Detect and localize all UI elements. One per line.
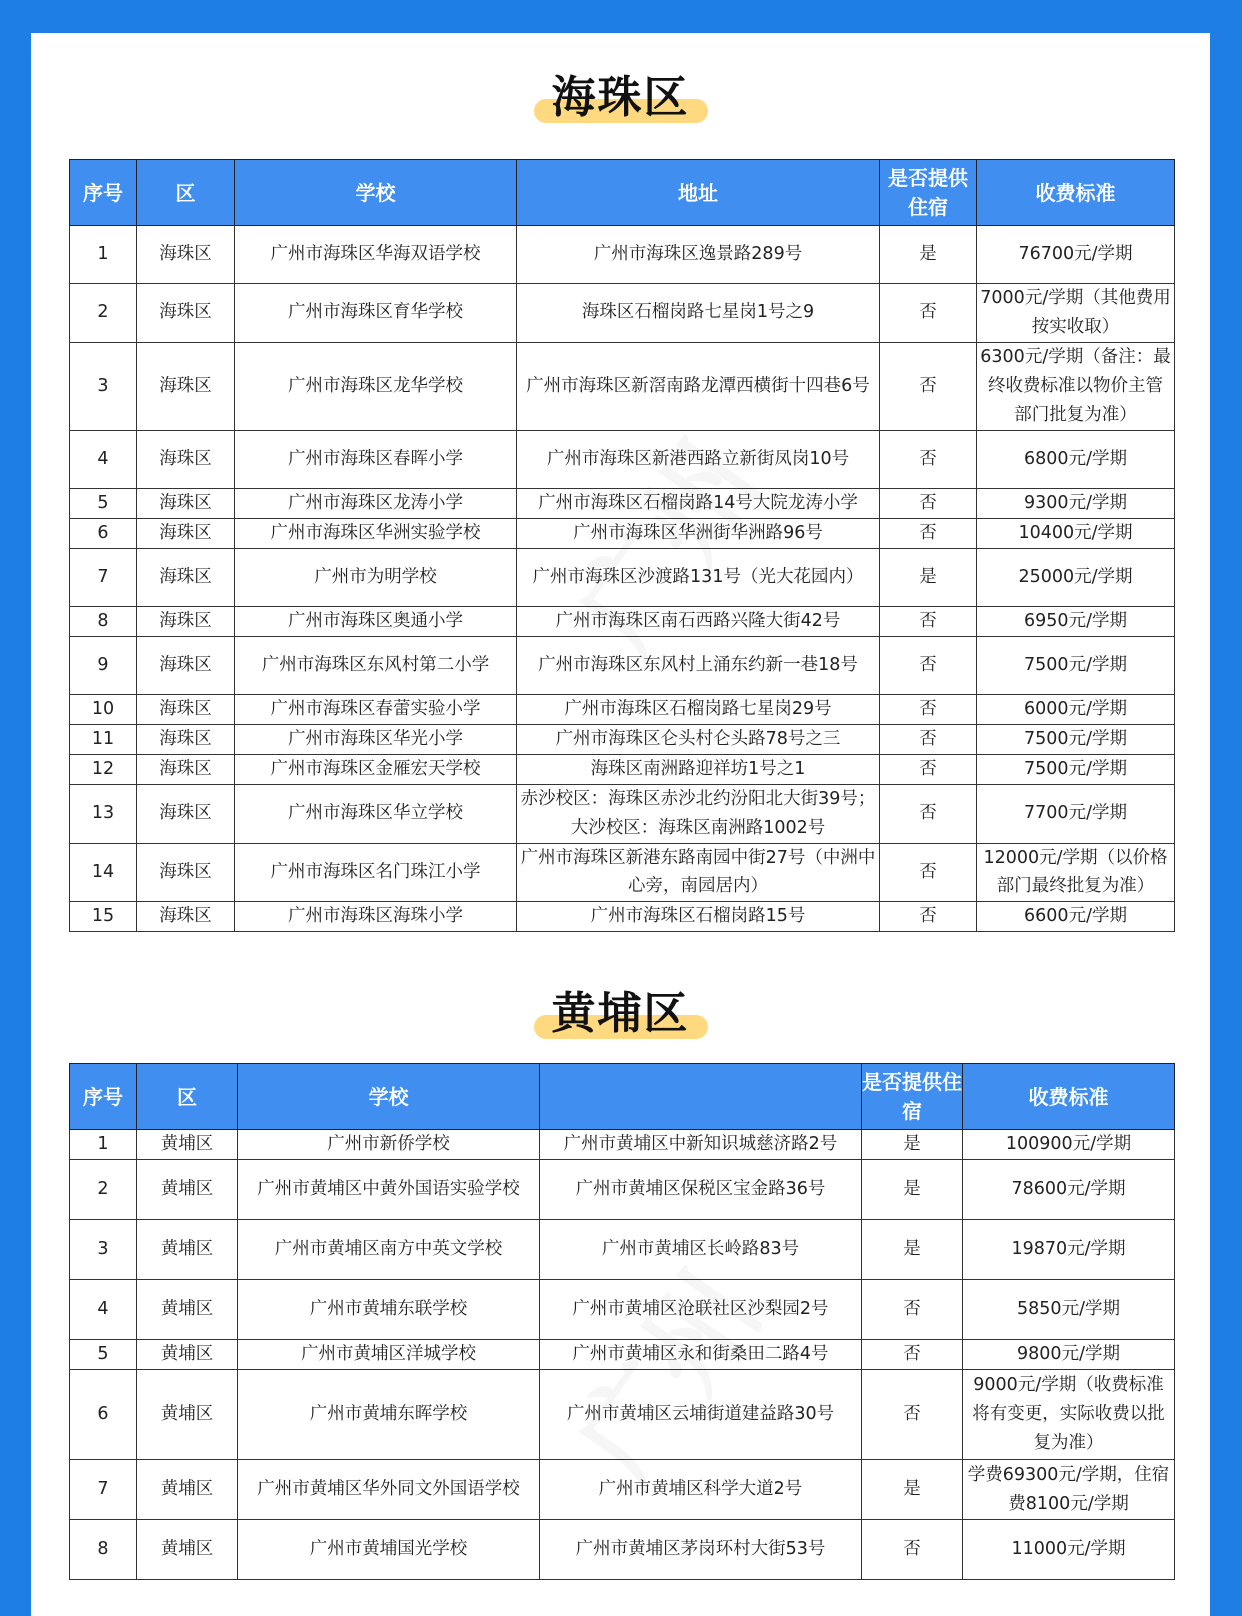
- row-number: 15: [70, 902, 137, 932]
- fee-cell: 7500元/学期: [977, 754, 1175, 784]
- school-cell: 广州市海珠区奥通小学: [235, 606, 517, 636]
- table-row: [70, 226, 1175, 284]
- address-cell: 广州市黄埔区永和街桑田二路4号: [540, 1340, 862, 1370]
- boarding-cell: 否: [880, 902, 977, 932]
- row-number: 3: [70, 1220, 137, 1280]
- row-number: 6: [70, 1370, 137, 1460]
- fee-cell: 19870元/学期: [963, 1220, 1175, 1280]
- address-cell: 广州市海珠区石榴岗路14号大院龙涛小学: [517, 488, 880, 518]
- table-row: [70, 724, 1175, 754]
- fee-cell: 学费69300元/学期，住宿费8100元/学期: [963, 1460, 1175, 1520]
- address-cell: 广州市海珠区石榴岗路七星岗29号: [517, 694, 880, 724]
- row-number: 2: [70, 1160, 137, 1220]
- header-fee: 收费标准: [963, 1064, 1175, 1130]
- boarding-cell: 否: [880, 694, 977, 724]
- fee-cell: 6950元/学期: [977, 606, 1175, 636]
- school-cell: 广州市黄埔国光学校: [238, 1520, 540, 1580]
- row-number: 3: [70, 342, 137, 430]
- district-cell: 黄埔区: [137, 1520, 238, 1580]
- school-cell: 广州市海珠区名门珠江小学: [235, 843, 517, 902]
- fee-cell: 6800元/学期: [977, 430, 1175, 488]
- address-cell: 赤沙校区：海珠区赤沙北约汾阳北大街39号；大沙校区：海珠区南洲路1002号: [517, 784, 880, 843]
- address-cell: 广州市海珠区新港西路立新街凤岗10号: [517, 430, 880, 488]
- boarding-cell: 是: [880, 226, 977, 284]
- boarding-cell: 否: [880, 843, 977, 902]
- school-cell: 广州市黄埔东晖学校: [238, 1370, 540, 1460]
- row-number: 13: [70, 784, 137, 843]
- fee-cell: 7000元/学期（其他费用按实收取）: [977, 284, 1175, 343]
- boarding-cell: 否: [862, 1370, 963, 1460]
- district-cell: 海珠区: [137, 636, 235, 694]
- district-cell: 海珠区: [137, 754, 235, 784]
- boarding-cell: 否: [880, 754, 977, 784]
- section-title-huangpu: [31, 977, 1210, 1041]
- header-district: 区: [137, 160, 235, 226]
- school-cell: 广州市黄埔区华外同文外国语学校: [238, 1460, 540, 1520]
- district-cell: 黄埔区: [137, 1160, 238, 1220]
- row-number: 1: [70, 1130, 137, 1160]
- table-row: [70, 784, 1175, 843]
- address-cell: 广州市海珠区仑头村仑头路78号之三: [517, 724, 880, 754]
- district-cell: 海珠区: [137, 843, 235, 902]
- address-cell: 广州市海珠区华洲街华洲路96号: [517, 518, 880, 548]
- fee-cell: 7700元/学期: [977, 784, 1175, 843]
- school-cell: 广州市海珠区金雁宏天学校: [235, 754, 517, 784]
- address-cell: 广州市黄埔区云埔街道建益路30号: [540, 1370, 862, 1460]
- table-row: [70, 606, 1175, 636]
- district-cell: 黄埔区: [137, 1460, 238, 1520]
- table-row: [70, 1160, 1175, 1220]
- fee-cell: 6000元/学期: [977, 694, 1175, 724]
- school-cell: 广州市海珠区华洲实验学校: [235, 518, 517, 548]
- boarding-cell: 是: [862, 1220, 963, 1280]
- section-title-text: 黄埔区: [551, 988, 690, 1039]
- address-cell: 广州市黄埔区科学大道2号: [540, 1460, 862, 1520]
- district-cell: 海珠区: [137, 342, 235, 430]
- section-title-haizhu: [31, 61, 1210, 125]
- fee-cell: 7500元/学期: [977, 636, 1175, 694]
- address-cell: 广州市海珠区沙渡路131号（光大花园内）: [517, 548, 880, 606]
- school-cell: 广州市海珠区海珠小学: [235, 902, 517, 932]
- address-cell: 广州市黄埔区中新知识城慈济路2号: [540, 1130, 862, 1160]
- table-row: [70, 843, 1175, 902]
- boarding-cell: 是: [880, 548, 977, 606]
- school-cell: 广州市海珠区龙涛小学: [235, 488, 517, 518]
- table-header-row: [70, 160, 1175, 226]
- district-cell: 海珠区: [137, 226, 235, 284]
- table-row: [70, 342, 1175, 430]
- table-row: [70, 902, 1175, 932]
- huangpu-school-table: [69, 1063, 1175, 1580]
- boarding-cell: 否: [880, 784, 977, 843]
- boarding-cell: 否: [880, 636, 977, 694]
- header-address: [540, 1064, 862, 1130]
- row-number: 7: [70, 548, 137, 606]
- table-row: [70, 1130, 1175, 1160]
- boarding-cell: 否: [862, 1280, 963, 1340]
- school-cell: 广州市海珠区春晖小学: [235, 430, 517, 488]
- boarding-cell: 否: [880, 606, 977, 636]
- fee-cell: 11000元/学期: [963, 1520, 1175, 1580]
- boarding-cell: 否: [880, 518, 977, 548]
- row-number: 5: [70, 1340, 137, 1370]
- fee-cell: 6300元/学期（备注：最终收费标准以物价主管部门批复为准）: [977, 342, 1175, 430]
- boarding-cell: 否: [880, 488, 977, 518]
- district-cell: 海珠区: [137, 284, 235, 343]
- boarding-cell: 否: [862, 1520, 963, 1580]
- row-number: 8: [70, 606, 137, 636]
- fee-cell: 6600元/学期: [977, 902, 1175, 932]
- section-title-text: 海珠区: [551, 72, 690, 123]
- boarding-cell: 是: [862, 1160, 963, 1220]
- table-row: [70, 754, 1175, 784]
- district-cell: 黄埔区: [137, 1220, 238, 1280]
- fee-cell: 5850元/学期: [963, 1280, 1175, 1340]
- boarding-cell: 否: [880, 284, 977, 343]
- district-cell: 黄埔区: [137, 1280, 238, 1340]
- fee-cell: 25000元/学期: [977, 548, 1175, 606]
- haizhu-school-table: [69, 159, 1175, 932]
- table-row: [70, 694, 1175, 724]
- boarding-cell: 否: [880, 430, 977, 488]
- row-number: 1: [70, 226, 137, 284]
- table-row: [70, 1220, 1175, 1280]
- row-number: 8: [70, 1520, 137, 1580]
- table-row: [70, 1460, 1175, 1520]
- row-number: 11: [70, 724, 137, 754]
- boarding-cell: 否: [862, 1340, 963, 1370]
- school-cell: 广州市海珠区春蕾实验小学: [235, 694, 517, 724]
- table-row: [70, 1280, 1175, 1340]
- district-cell: 海珠区: [137, 606, 235, 636]
- district-cell: 海珠区: [137, 902, 235, 932]
- address-cell: 广州市海珠区石榴岗路15号: [517, 902, 880, 932]
- district-cell: 海珠区: [137, 784, 235, 843]
- table-row: [70, 1340, 1175, 1370]
- table-row: [70, 548, 1175, 606]
- table-row: [70, 518, 1175, 548]
- address-cell: 广州市海珠区南石西路兴隆大街42号: [517, 606, 880, 636]
- address-cell: 广州市黄埔区茅岗环村大街53号: [540, 1520, 862, 1580]
- school-cell: 广州市海珠区龙华学校: [235, 342, 517, 430]
- district-cell: 黄埔区: [137, 1340, 238, 1370]
- page-card: [31, 33, 1210, 1616]
- fee-cell: 7500元/学期: [977, 724, 1175, 754]
- school-cell: 广州市海珠区华光小学: [235, 724, 517, 754]
- row-number: 14: [70, 843, 137, 902]
- school-cell: 广州市黄埔区洋城学校: [238, 1340, 540, 1370]
- fee-cell: 12000元/学期（以价格部门最终批复为准）: [977, 843, 1175, 902]
- row-number: 9: [70, 636, 137, 694]
- fee-cell: 78600元/学期: [963, 1160, 1175, 1220]
- header-index: 序号: [70, 1064, 137, 1130]
- header-fee: 收费标准: [977, 160, 1175, 226]
- table-header-row: [70, 1064, 1175, 1130]
- district-cell: 海珠区: [137, 488, 235, 518]
- table-row: [70, 1520, 1175, 1580]
- address-cell: 广州市海珠区新滘南路龙潭西横街十四巷6号: [517, 342, 880, 430]
- fee-cell: 9800元/学期: [963, 1340, 1175, 1370]
- boarding-cell: 是: [862, 1130, 963, 1160]
- school-cell: 广州市海珠区育华学校: [235, 284, 517, 343]
- fee-cell: 10400元/学期: [977, 518, 1175, 548]
- boarding-cell: 是: [862, 1460, 963, 1520]
- row-number: 6: [70, 518, 137, 548]
- district-cell: 海珠区: [137, 724, 235, 754]
- address-cell: 广州市海珠区逸景路289号: [517, 226, 880, 284]
- header-school: 学校: [238, 1064, 540, 1130]
- school-cell: 广州市新侨学校: [238, 1130, 540, 1160]
- address-cell: 广州市黄埔区沧联社区沙梨园2号: [540, 1280, 862, 1340]
- school-cell: 广州市黄埔区南方中英文学校: [238, 1220, 540, 1280]
- row-number: 4: [70, 430, 137, 488]
- header-school: 学校: [235, 160, 517, 226]
- school-cell: 广州市为明学校: [235, 548, 517, 606]
- fee-cell: 9000元/学期（收费标准将有变更，实际收费以批复为准）: [963, 1370, 1175, 1460]
- table-row: [70, 284, 1175, 343]
- address-cell: 海珠区石榴岗路七星岗1号之9: [517, 284, 880, 343]
- boarding-cell: 否: [880, 342, 977, 430]
- header-boarding: 是否提供住宿: [862, 1064, 963, 1130]
- address-cell: 海珠区南洲路迎祥坊1号之1: [517, 754, 880, 784]
- header-district: 区: [137, 1064, 238, 1130]
- table-row: [70, 430, 1175, 488]
- school-cell: 广州市黄埔区中黄外国语实验学校: [238, 1160, 540, 1220]
- address-cell: 广州市黄埔区长岭路83号: [540, 1220, 862, 1280]
- address-cell: 广州市海珠区新港东路南园中街27号（中洲中心旁，南园居内）: [517, 843, 880, 902]
- district-cell: 海珠区: [137, 518, 235, 548]
- school-cell: 广州市海珠区华立学校: [235, 784, 517, 843]
- header-boarding: 是否提供住宿: [880, 160, 977, 226]
- fee-cell: 100900元/学期: [963, 1130, 1175, 1160]
- district-cell: 海珠区: [137, 548, 235, 606]
- school-cell: 广州市黄埔东联学校: [238, 1280, 540, 1340]
- boarding-cell: 否: [880, 724, 977, 754]
- school-cell: 广州市海珠区华海双语学校: [235, 226, 517, 284]
- district-cell: 黄埔区: [137, 1130, 238, 1160]
- row-number: 7: [70, 1460, 137, 1520]
- table-row: [70, 488, 1175, 518]
- row-number: 12: [70, 754, 137, 784]
- row-number: 4: [70, 1280, 137, 1340]
- fee-cell: 76700元/学期: [977, 226, 1175, 284]
- row-number: 10: [70, 694, 137, 724]
- address-cell: 广州市黄埔区保税区宝金路36号: [540, 1160, 862, 1220]
- district-cell: 黄埔区: [137, 1370, 238, 1460]
- district-cell: 海珠区: [137, 430, 235, 488]
- row-number: 2: [70, 284, 137, 343]
- district-cell: 海珠区: [137, 694, 235, 724]
- table-row: [70, 636, 1175, 694]
- row-number: 5: [70, 488, 137, 518]
- header-address: 地址: [517, 160, 880, 226]
- fee-cell: 9300元/学期: [977, 488, 1175, 518]
- table-row: [70, 1370, 1175, 1460]
- header-index: 序号: [70, 160, 137, 226]
- school-cell: 广州市海珠区东风村第二小学: [235, 636, 517, 694]
- address-cell: 广州市海珠区东风村上涌东约新一巷18号: [517, 636, 880, 694]
